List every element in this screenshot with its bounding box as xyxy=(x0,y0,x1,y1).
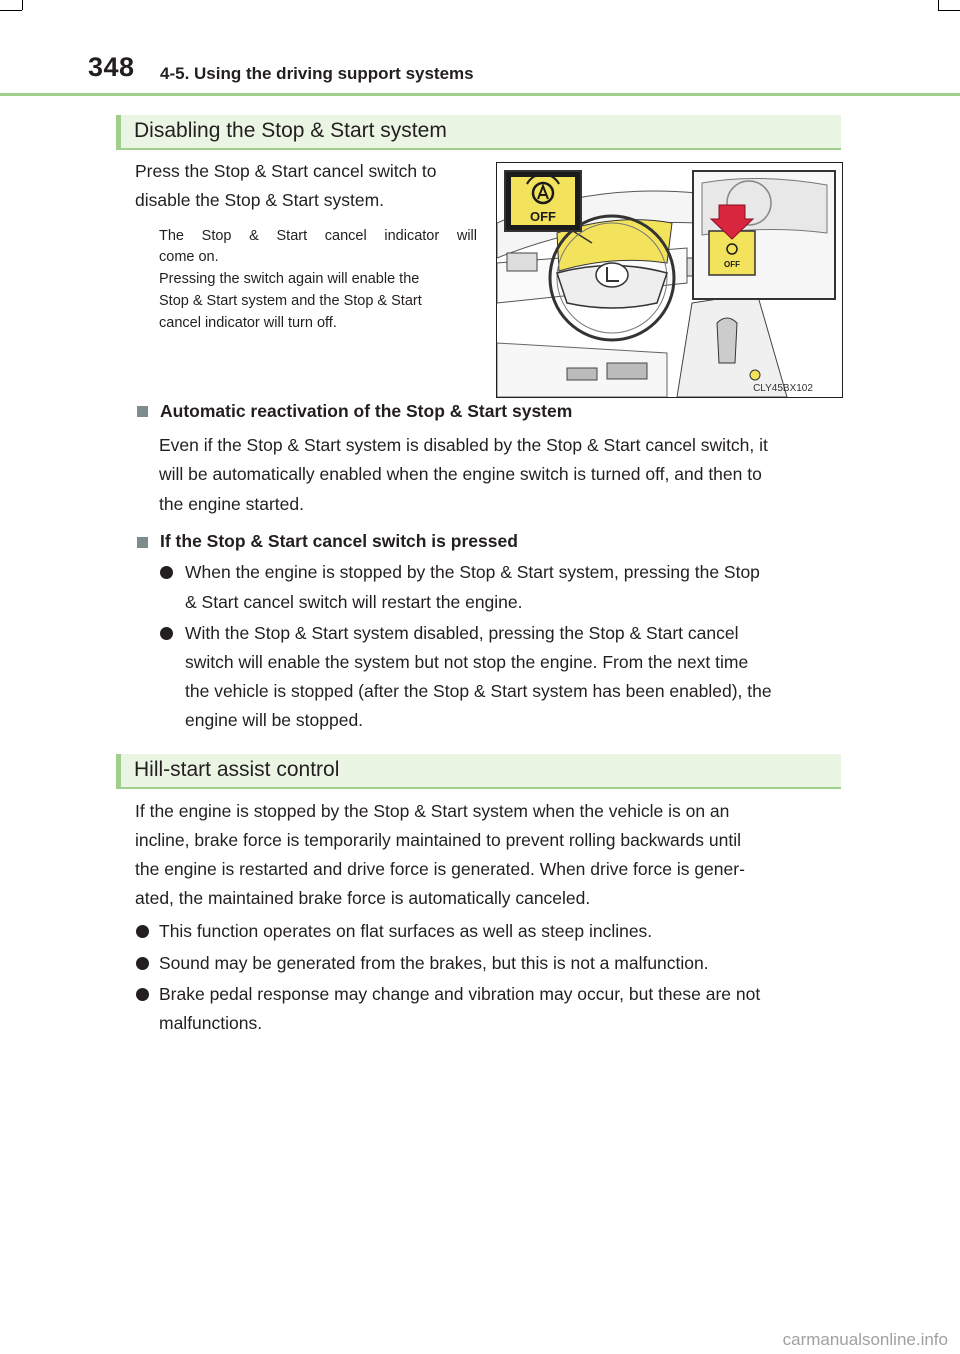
body-line: If the engine is stopped by the Stop & Start system when the vehicle is on an xyxy=(135,801,730,821)
chapter-title: 4-5. Using the driving support systems xyxy=(160,64,474,83)
crop-mark xyxy=(22,0,23,10)
intro-line: Press the Stop & Start cancel switch to xyxy=(135,161,437,181)
body-line: the engine is restarted and drive force is generated. When drive force is gener- xyxy=(135,859,745,879)
dashboard-drawing xyxy=(497,163,842,397)
note-line: The Stop & Start cancel indicator will xyxy=(159,228,477,244)
heading-accent-bar xyxy=(116,115,121,150)
bullet-dot-icon xyxy=(160,627,173,640)
section-heading-disable xyxy=(116,115,841,150)
body-line: incline, brake force is temporarily maintained to prevent rolling backwards until xyxy=(135,830,741,850)
bullet-line: When the engine is stopped by the Stop & Start system, pressing the Stop xyxy=(185,562,760,582)
heading-accent-bar xyxy=(116,754,121,789)
square-bullet-icon xyxy=(137,537,148,548)
dashboard-illustration xyxy=(496,162,843,398)
subheading: Automatic reactivation of the Stop & Start system xyxy=(160,401,573,421)
body-line: ated, the maintained brake force is automatically canceled. xyxy=(135,888,591,908)
page-header xyxy=(0,52,960,92)
bullet-dot-icon xyxy=(136,988,149,1001)
bullet-line: engine will be stopped. xyxy=(185,710,364,730)
figure-code: CLY45BX102 xyxy=(753,383,813,394)
section-heading-text: Disabling the Stop & Start system xyxy=(134,119,447,142)
bullet-line: switch will enable the system but not stop the engine. From the next time xyxy=(185,652,749,672)
header-rule xyxy=(0,93,960,96)
section-heading-hill xyxy=(116,754,841,789)
bullet-line: Sound may be generated from the brakes, but this is not a malfunction. xyxy=(159,953,709,973)
bullet-line: & Start cancel switch will restart the engine. xyxy=(185,592,523,612)
page-number: 348 xyxy=(88,52,135,82)
body-line: will be automatically enabled when the engine switch is turned off, and then to xyxy=(159,464,762,484)
body-line: Even if the Stop & Start system is disabled by the Stop & Start cancel switch, it xyxy=(159,435,768,455)
intro-line: disable the Stop & Start system. xyxy=(135,190,385,210)
indicator-off-text: OFF xyxy=(530,209,556,224)
note-line: Stop & Start system and the Stop & Start xyxy=(159,293,422,309)
bullet-line: the vehicle is stopped (after the Stop & Start system has been enabled), the xyxy=(185,681,772,701)
bullet-line: This function operates on flat surfaces as well as steep inclines. xyxy=(159,921,653,941)
bullet-dot-icon xyxy=(136,925,149,938)
square-bullet-icon xyxy=(137,406,148,417)
bullet-line: Brake pedal response may change and vibration may occur, but these are not xyxy=(159,984,761,1004)
crop-mark xyxy=(938,10,960,11)
note-line: Pressing the switch again will enable the xyxy=(159,271,420,287)
body-line: the engine started. xyxy=(159,494,304,514)
bullet-line: With the Stop & Start system disabled, pressing the Stop & Start cancel xyxy=(185,623,739,643)
switch-off-text: OFF xyxy=(724,260,740,269)
bullet-dot-icon xyxy=(160,566,173,579)
bullet-line: malfunctions. xyxy=(159,1013,263,1033)
watermark-text: carmanualsonline.info xyxy=(782,1330,948,1349)
note-line: cancel indicator will turn off. xyxy=(159,315,337,331)
crop-mark xyxy=(938,0,939,10)
crop-mark xyxy=(0,10,22,11)
section-heading-text: Hill-start assist control xyxy=(134,758,340,781)
note-line: come on. xyxy=(159,249,219,265)
bullet-dot-icon xyxy=(136,957,149,970)
subheading: If the Stop & Start cancel switch is pressed xyxy=(160,531,518,551)
